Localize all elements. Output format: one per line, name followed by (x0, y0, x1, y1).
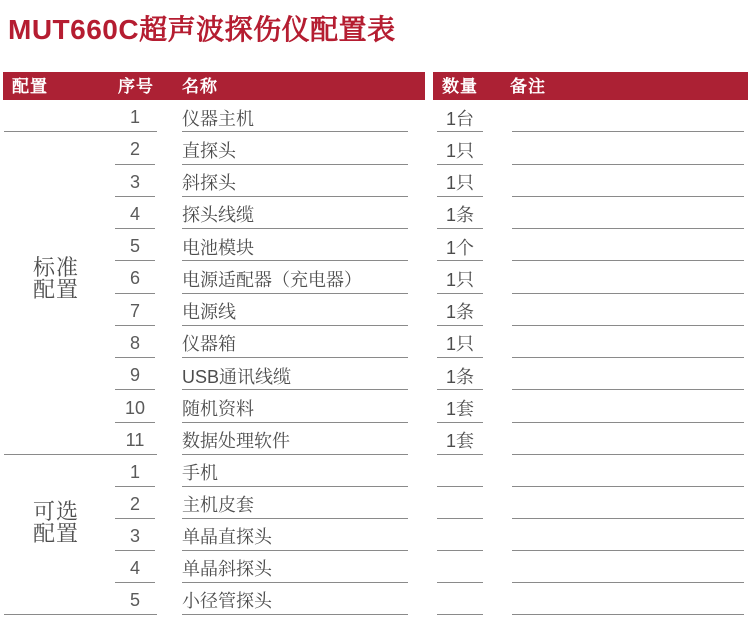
table-row (0, 487, 750, 519)
section-label-line: 标准 (32, 255, 79, 280)
table-row (0, 261, 750, 293)
row-qty-cell (437, 487, 483, 519)
row-note-cell (512, 487, 744, 519)
config-column-divider (4, 614, 157, 615)
row-number-cell: 4 (115, 197, 155, 229)
table-section (0, 100, 750, 455)
row-number-cell: 3 (115, 519, 155, 551)
row-note-cell (512, 197, 744, 229)
section-label-line: 可选 (32, 498, 79, 524)
table-row (0, 390, 750, 422)
row-qty-cell (437, 583, 483, 615)
row-note-cell (512, 390, 744, 422)
column-header-config: 配置 (12, 77, 48, 96)
row-name-cell: 仪器主机 (182, 100, 408, 132)
row-note-cell (512, 519, 744, 551)
row-name-cell: 电源适配器（充电器） (182, 261, 408, 293)
table-row (0, 358, 750, 390)
row-qty-cell: 1只 (437, 326, 483, 358)
row-name-cell: 电池模块 (182, 229, 408, 261)
row-number-cell: 2 (115, 487, 155, 519)
row-qty-cell: 1条 (437, 197, 483, 229)
row-name-cell: 随机资料 (182, 390, 408, 422)
row-qty-cell: 1只 (437, 261, 483, 293)
table-row (0, 132, 750, 164)
table-row (0, 583, 750, 615)
row-qty-cell: 1只 (437, 132, 483, 164)
row-qty-cell (437, 519, 483, 551)
row-note-cell (512, 229, 744, 261)
row-number-cell: 10 (115, 390, 155, 422)
row-name-cell: 小径管探头 (182, 583, 408, 615)
row-name-cell: 主机皮套 (182, 487, 408, 519)
row-name-cell: 斜探头 (182, 165, 408, 197)
row-name-cell: 仪器箱 (182, 326, 408, 358)
row-name-cell: 单晶直探头 (182, 519, 408, 551)
table-row (0, 455, 750, 487)
table-row (0, 326, 750, 358)
table-row (0, 551, 750, 583)
row-number-cell: 9 (115, 358, 155, 390)
row-name-cell: 手机 (182, 455, 408, 487)
row-note-cell (512, 261, 744, 293)
row-number-cell: 2 (115, 132, 155, 164)
row-note-cell (512, 455, 744, 487)
row-note-cell (512, 423, 744, 455)
row-qty-cell (437, 551, 483, 583)
header-band-right (433, 72, 748, 100)
row-note-cell (512, 326, 744, 358)
row-number-cell: 1 (115, 100, 155, 132)
row-number-cell: 8 (115, 326, 155, 358)
table-row (0, 197, 750, 229)
row-name-cell: 单晶斜探头 (182, 551, 408, 583)
row-number-cell: 6 (115, 261, 155, 293)
column-header-name: 名称 (182, 77, 218, 96)
row-qty-cell: 1只 (437, 165, 483, 197)
row-qty-cell: 1套 (437, 390, 483, 422)
table-row (0, 100, 750, 132)
table-row (0, 294, 750, 326)
row-qty-cell: 1台 (437, 100, 483, 132)
header-band-left (3, 72, 425, 100)
table-row (0, 423, 750, 455)
row-qty-cell (437, 455, 483, 487)
row-note-cell (512, 294, 744, 326)
table-row (0, 229, 750, 261)
row-name-cell: 电源线 (182, 294, 408, 326)
section-label-line: 配置 (32, 520, 79, 546)
row-name-cell: 直探头 (182, 132, 408, 164)
row-qty-cell: 1条 (437, 358, 483, 390)
row-name-cell: 数据处理软件 (182, 423, 408, 455)
row-name-cell: 探头线缆 (182, 197, 408, 229)
row-note-cell (512, 358, 744, 390)
row-number-cell: 11 (115, 423, 155, 455)
row-name-cell: USB通讯线缆 (182, 358, 408, 390)
row-number-cell: 5 (115, 229, 155, 261)
row-qty-cell: 1套 (437, 423, 483, 455)
row-number-cell: 7 (115, 294, 155, 326)
column-header-qty: 数量 (442, 77, 478, 96)
table-row (0, 519, 750, 551)
section-label-line: 配置 (32, 277, 79, 302)
column-header-note: 备注 (510, 77, 546, 96)
table-section (0, 455, 750, 615)
row-note-cell (512, 100, 744, 132)
row-note-cell (512, 165, 744, 197)
page-title: MUT660C超声波探伤仪配置表 (8, 14, 396, 45)
row-note-cell (512, 583, 744, 615)
row-qty-cell: 1个 (437, 229, 483, 261)
table-row (0, 165, 750, 197)
row-qty-cell: 1条 (437, 294, 483, 326)
table-body (0, 100, 750, 615)
column-header-no: 序号 (118, 77, 154, 96)
row-note-cell (512, 132, 744, 164)
row-note-cell (512, 551, 744, 583)
row-number-cell: 3 (115, 165, 155, 197)
row-number-cell: 4 (115, 551, 155, 583)
row-number-cell: 1 (115, 455, 155, 487)
row-number-cell: 5 (115, 583, 155, 615)
